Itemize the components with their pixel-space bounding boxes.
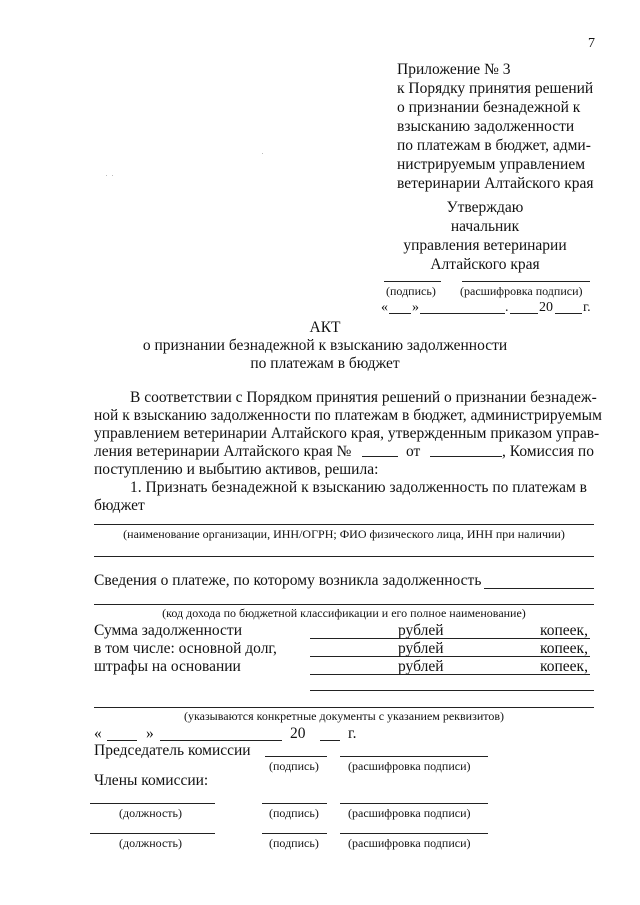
amount-kop: копеек, — [540, 640, 588, 657]
income-code-line — [94, 604, 594, 605]
annex-line: Приложение № 3 — [397, 61, 511, 78]
approver-signature-line — [384, 281, 441, 282]
approve-line: Утверждаю — [446, 199, 524, 216]
member-decode-caption: (расшифровка подписи) — [348, 836, 471, 850]
amount-rub: рублей — [398, 658, 444, 675]
members-label: Члены комиссии: — [94, 772, 209, 789]
body-line: , Комиссия по — [502, 443, 594, 460]
member-signature-line — [262, 833, 327, 834]
member-position-caption: (должность) — [119, 836, 182, 850]
date-day-line — [389, 313, 411, 314]
body-line: управлением ветеринарии Алтайского края, утвержденным приказом управ- — [94, 425, 600, 442]
chairman-decode-caption: (расшифровка подписи) — [348, 759, 471, 773]
approve-line: начальник — [450, 218, 520, 235]
documents-caption: (указываются конкретные документы с указанием реквизитов) — [183, 709, 505, 723]
approver-decode-line — [462, 281, 590, 282]
date-close-quote: » — [412, 300, 419, 315]
act-date-year: 20 — [290, 725, 306, 742]
member-signature-caption: (подпись) — [269, 806, 319, 820]
organization-caption: (наименование организации, ИНН/ОГРН; ФИО физического лица, ИНН при наличии) — [123, 527, 565, 541]
act-subtitle-line2: по платежам в бюджет — [250, 355, 400, 372]
member-decode-line — [340, 833, 488, 834]
act-date-close-quote: » — [146, 725, 154, 742]
body-line: ления ветеринарии Алтайского края № — [94, 443, 352, 460]
body-line: от — [406, 443, 421, 460]
amount-kop: копеек, — [540, 622, 588, 639]
decode-caption: (расшифровка подписи) — [460, 284, 583, 298]
organization-extra-line — [94, 556, 594, 557]
amount-blank-line — [310, 674, 590, 675]
annex-line: нистрируемым управлением — [397, 156, 586, 173]
payment-info-label: Сведения о платеже, по которому возникла задолженность — [94, 572, 482, 589]
body-line: В соответствии с Порядком принятия решений о признании безнадеж- — [130, 389, 597, 406]
act-date-year-suffix: г. — [348, 725, 357, 742]
basis-blank-line — [310, 690, 594, 691]
date-extra-line — [510, 313, 538, 314]
annex-line: взысканию задолженности — [397, 118, 575, 135]
annex-line: по платежам в бюджет, адми- — [397, 137, 591, 154]
member-decode-line — [340, 803, 488, 804]
member-position-caption: (должность) — [119, 806, 182, 820]
member-decode-caption: (расшифровка подписи) — [348, 806, 471, 820]
member-signature-caption: (подпись) — [269, 836, 319, 850]
act-date-open-quote: « — [94, 725, 102, 742]
body-line: ной к взысканию задолженности по платежам в бюджет, администрируемым — [94, 407, 602, 424]
approve-line: Алтайского края — [430, 256, 540, 273]
act-date-year-line — [320, 740, 340, 741]
date-month-line — [420, 313, 505, 314]
payment-info-blank — [484, 588, 594, 589]
signature-caption: (подпись) — [386, 284, 436, 298]
member-signature-line — [262, 803, 327, 804]
scan-speck — [106, 175, 107, 176]
chairman-label: Председатель комиссии — [94, 742, 251, 759]
amount-rub: рублей — [398, 622, 444, 639]
documents-line — [94, 707, 594, 708]
body-line: 1. Признать безнадежной к взысканию задолженность по платежам в — [130, 479, 588, 496]
amount-label: Сумма задолженности — [94, 622, 242, 639]
date-dot: . — [505, 300, 509, 315]
annex-line: ветеринарии Алтайского края — [397, 175, 594, 192]
member-position-line — [90, 833, 215, 834]
amount-label: в том числе: основной долг, — [94, 640, 277, 657]
scan-speck — [262, 153, 263, 154]
amount-label: штрафы на основании — [94, 658, 241, 675]
body-line: бюджет — [94, 497, 145, 514]
amount-kop: копеек, — [540, 658, 588, 675]
date-year-suffix: г. — [583, 300, 591, 315]
annex-line: к Порядку принятия решений — [397, 80, 594, 97]
amount-rub: рублей — [398, 640, 444, 657]
chairman-signature-caption: (подпись) — [269, 759, 319, 773]
annex-line: о признании безнадежной к — [397, 99, 581, 116]
chairman-decode-line — [340, 756, 488, 757]
order-number-blank — [362, 456, 398, 457]
act-heading: АКТ — [309, 319, 341, 336]
date-year: 20 — [539, 300, 553, 315]
act-subtitle-line1: о признании безнадежной к взысканию задолженности — [142, 337, 508, 354]
income-code-caption: (код дохода по бюджетной классификации и его полное наименование) — [162, 606, 526, 620]
page-number: 7 — [588, 36, 595, 51]
organization-line — [94, 524, 594, 525]
date-year-line — [555, 313, 582, 314]
scan-speck — [112, 175, 113, 176]
order-date-blank — [430, 456, 502, 457]
member-position-line — [90, 803, 215, 804]
approve-line: управления ветеринарии — [403, 237, 567, 254]
date-open-quote: « — [381, 300, 388, 315]
chairman-signature-line — [265, 756, 327, 757]
body-line: поступлению и выбытию активов, решила: — [94, 461, 379, 478]
